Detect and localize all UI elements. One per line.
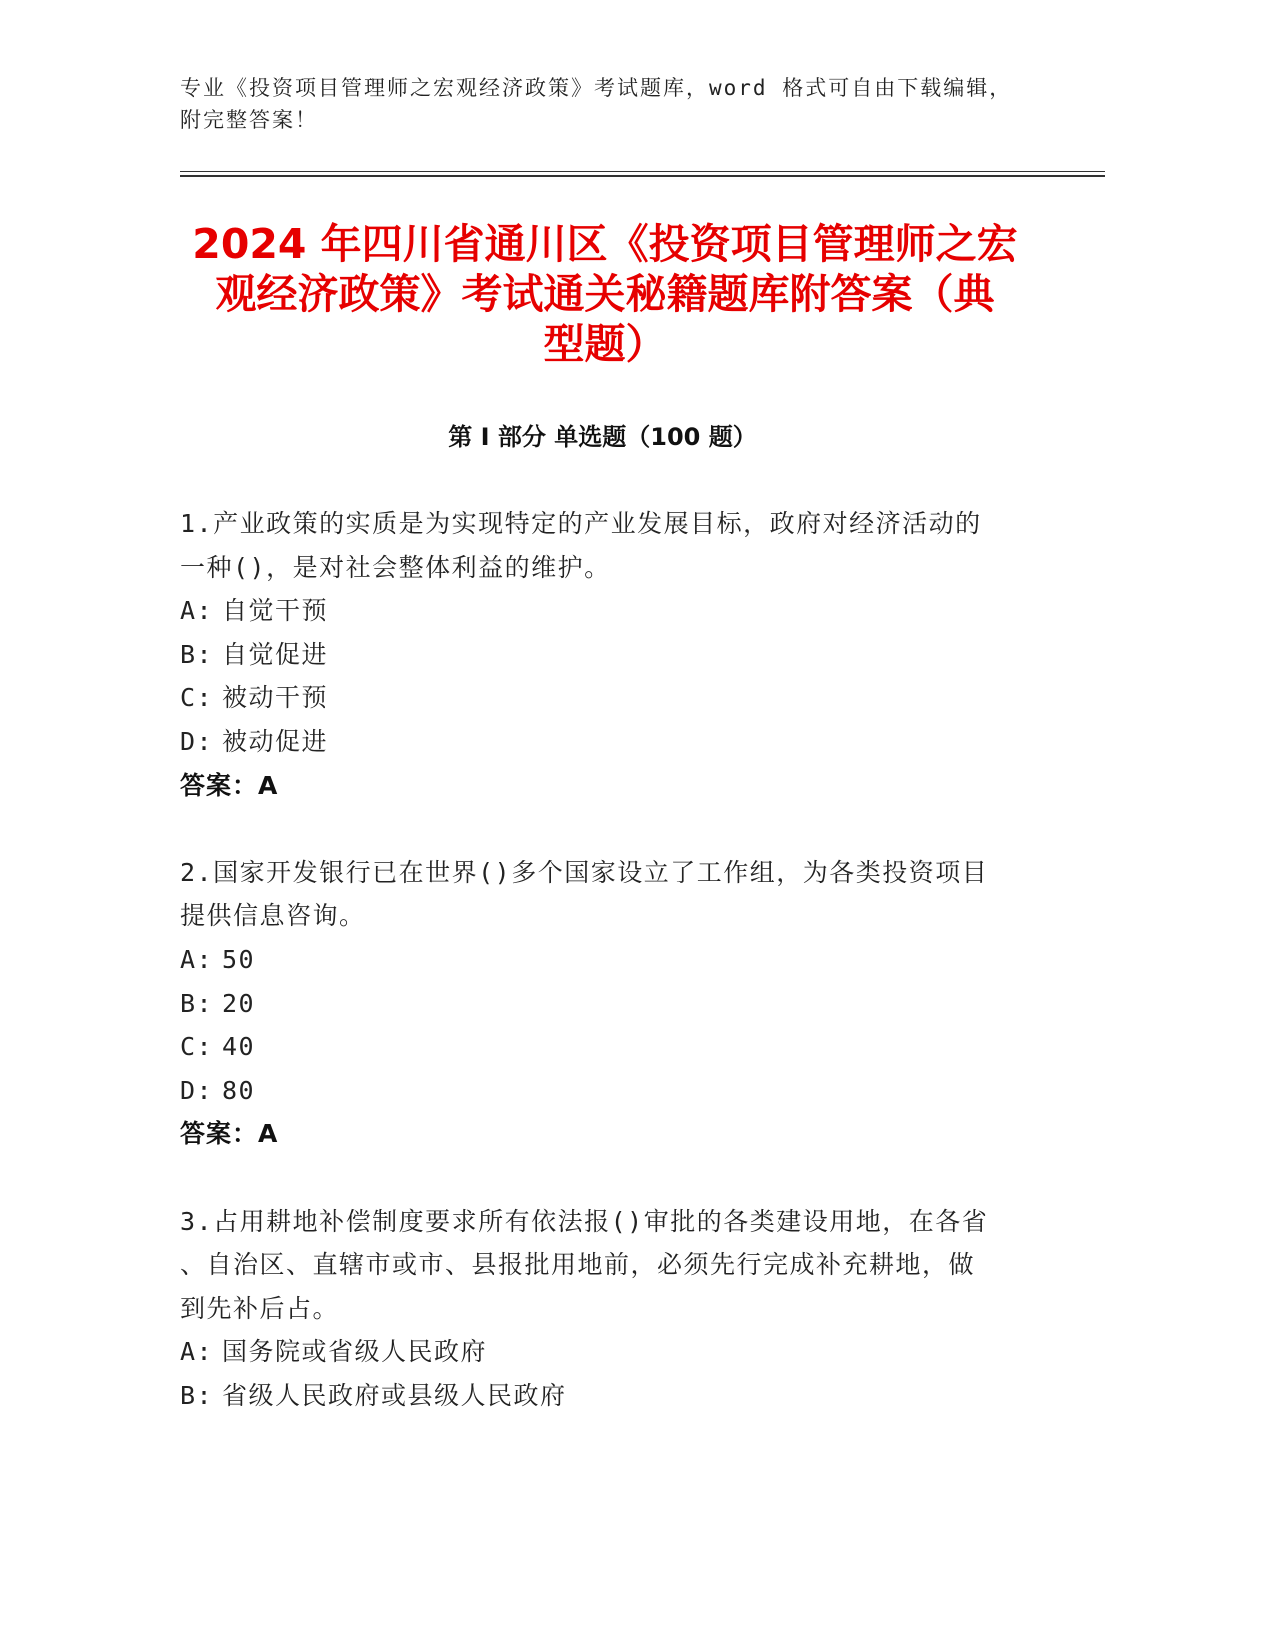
question-text-line: 1.产业政策的实质是为实现特定的产业发展目标，政府对经济活动的 bbox=[180, 509, 982, 538]
option-b bbox=[180, 982, 1060, 1026]
option-a bbox=[180, 589, 1060, 633]
option-text: 省级人民政府或县级人民政府 bbox=[222, 1380, 567, 1410]
option-label: C: bbox=[180, 683, 214, 713]
option-b bbox=[180, 1374, 1060, 1418]
option-text: 被动干预 bbox=[222, 683, 329, 713]
option-text: 国务院或省级人民政府 bbox=[222, 1337, 488, 1367]
option-b bbox=[180, 633, 1060, 677]
answer-label: 答案： bbox=[180, 1119, 259, 1149]
answer-value: A bbox=[258, 1119, 279, 1149]
question-text-line: 、自治区、直辖市或市、县报批用地前，必须先行完成补充耕地，做 bbox=[180, 1250, 976, 1280]
option-label: A: bbox=[180, 944, 214, 974]
question-text-line: 2.国家开发银行已在世界()多个国家设立了工作组，为各类投资项目 bbox=[180, 857, 989, 887]
answer-line bbox=[180, 764, 1060, 808]
header-note-line: 附完整答案！ bbox=[180, 108, 318, 132]
question-list bbox=[180, 502, 1060, 1461]
option-d bbox=[180, 720, 1060, 764]
question-text-line: 到先补后占。 bbox=[180, 1293, 340, 1323]
question-text-line: 提供信息咨询。 bbox=[180, 901, 366, 931]
header-note bbox=[180, 72, 1080, 136]
option-a bbox=[180, 1330, 1060, 1374]
option-c bbox=[180, 676, 1060, 720]
question-3 bbox=[180, 1200, 1060, 1418]
header-note-line: 专业《投资项目管理师之宏观经济政策》考试题库，word 格式可自由下载编辑， bbox=[180, 76, 1013, 100]
question-text-line: 3.占用耕地补偿制度要求所有依法报()审批的各类建设用地，在各省 bbox=[180, 1206, 989, 1236]
option-text: 自觉促进 bbox=[222, 639, 329, 669]
option-text: 自觉干预 bbox=[222, 596, 329, 626]
option-label: D: bbox=[180, 726, 214, 756]
question-text-line: 一种()，是对社会整体利益的维护。 bbox=[180, 552, 611, 582]
answer-line bbox=[180, 1112, 1060, 1156]
question-2 bbox=[180, 851, 1060, 1156]
option-text: 80 bbox=[222, 1075, 256, 1105]
title-line: 型题） bbox=[543, 320, 667, 368]
title-line: 2024 年四川省通川区《投资项目管理师之宏 bbox=[192, 220, 1018, 268]
option-label: A: bbox=[180, 1337, 214, 1367]
answer-value: A bbox=[258, 770, 279, 800]
option-label: B: bbox=[180, 639, 214, 669]
option-a bbox=[180, 938, 1060, 982]
section-heading: 第 I 部分 单选题（100 题） bbox=[448, 423, 757, 451]
question-1 bbox=[180, 502, 1060, 807]
document-title bbox=[175, 219, 1035, 369]
option-label: B: bbox=[180, 1380, 214, 1410]
option-label: D: bbox=[180, 1075, 214, 1105]
header-double-rule bbox=[180, 171, 1105, 177]
option-text: 40 bbox=[222, 1032, 256, 1062]
option-text: 20 bbox=[222, 988, 256, 1018]
option-label: A: bbox=[180, 596, 214, 626]
title-line: 观经济政策》考试通关秘籍题库附答案（典 bbox=[215, 270, 995, 318]
option-label: C: bbox=[180, 1032, 214, 1062]
option-c bbox=[180, 1025, 1060, 1069]
option-text: 被动促进 bbox=[222, 726, 329, 756]
option-text: 50 bbox=[222, 944, 256, 974]
option-d bbox=[180, 1069, 1060, 1113]
answer-label: 答案： bbox=[180, 770, 259, 800]
option-label: B: bbox=[180, 988, 214, 1018]
